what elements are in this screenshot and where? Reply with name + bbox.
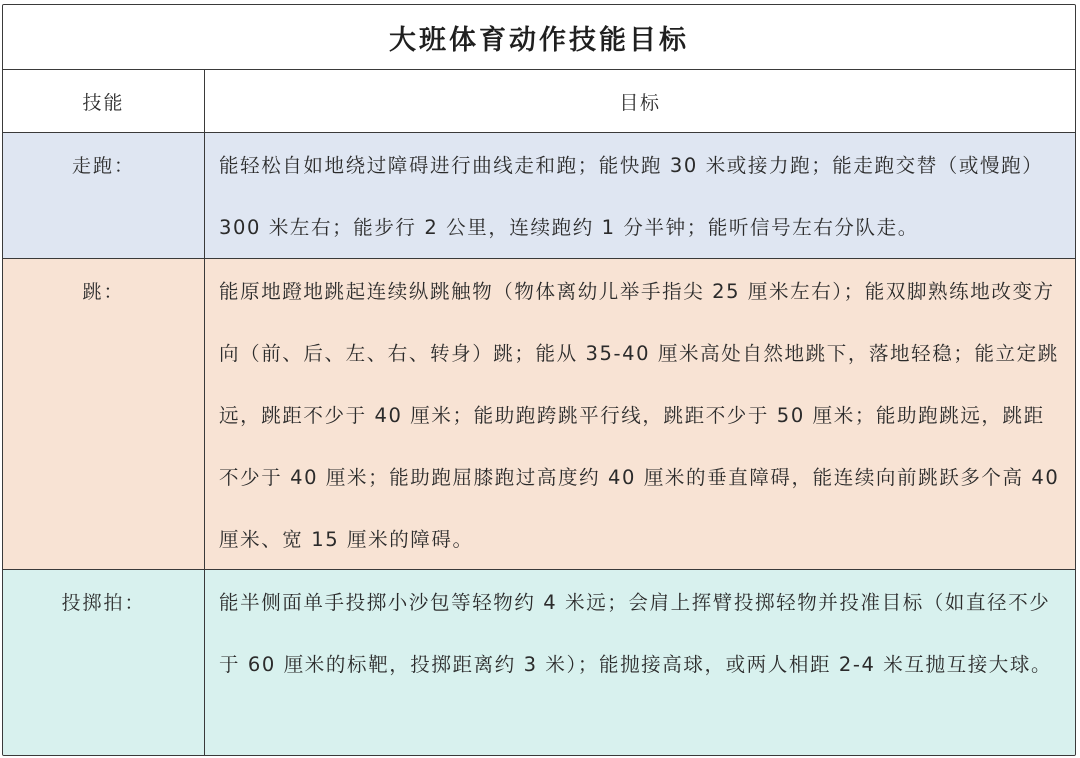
skill-cell-run: 走跑： bbox=[3, 133, 205, 258]
table-title-row bbox=[3, 5, 1075, 70]
goal-cell-throw: 能半侧面单手投掷小沙包等轻物约 4 米远；会肩上挥臂投掷轻物并投准目标（如直径不少于 60 厘米的标靶，投掷距离约 3 米）；能抛接高球，或两人相距 2-4 米互抛互接大球。 bbox=[219, 591, 1053, 676]
goal-cell-run: 能轻松自如地绕过障碍进行曲线走和跑；能快跑 30 米或接力跑；能走跑交替（或慢跑）300 米左右；能步行 2 公里，连续跑约 1 分半钟；能听信号左右分队走。 bbox=[219, 154, 1044, 239]
skill-cell-throw: 投掷拍： bbox=[3, 570, 205, 756]
table-row bbox=[3, 133, 1075, 259]
table-row bbox=[3, 259, 1075, 570]
table-header-row bbox=[3, 70, 1075, 133]
header-skill: 技能 bbox=[3, 70, 205, 132]
table-row bbox=[3, 570, 1075, 756]
skills-table bbox=[2, 4, 1076, 756]
goal-cell-jump: 能原地蹬地跳起连续纵跳触物（物体离幼儿举手指尖 25 厘米左右）；能双脚熟练地改变方向（前、后、左、右、转身）跳；能从 35-40 厘米高处自然地跳下，落地轻稳；能立定跳远，跳距不少于 40 厘米；能助跑跨跳平行线，跳距不少于 50 厘米；能助跑跳远，跳距不少于 40 厘米；能助跑屈膝跑过高度约 40 厘米的垂直障碍，能连续向前跳跃多个高 40 厘米、宽 15 厘米的障碍。 bbox=[219, 280, 1060, 551]
table-title: 大班体育动作技能目标 bbox=[389, 24, 689, 56]
header-goal: 目标 bbox=[619, 91, 661, 114]
skill-cell-jump: 跳： bbox=[3, 259, 205, 569]
